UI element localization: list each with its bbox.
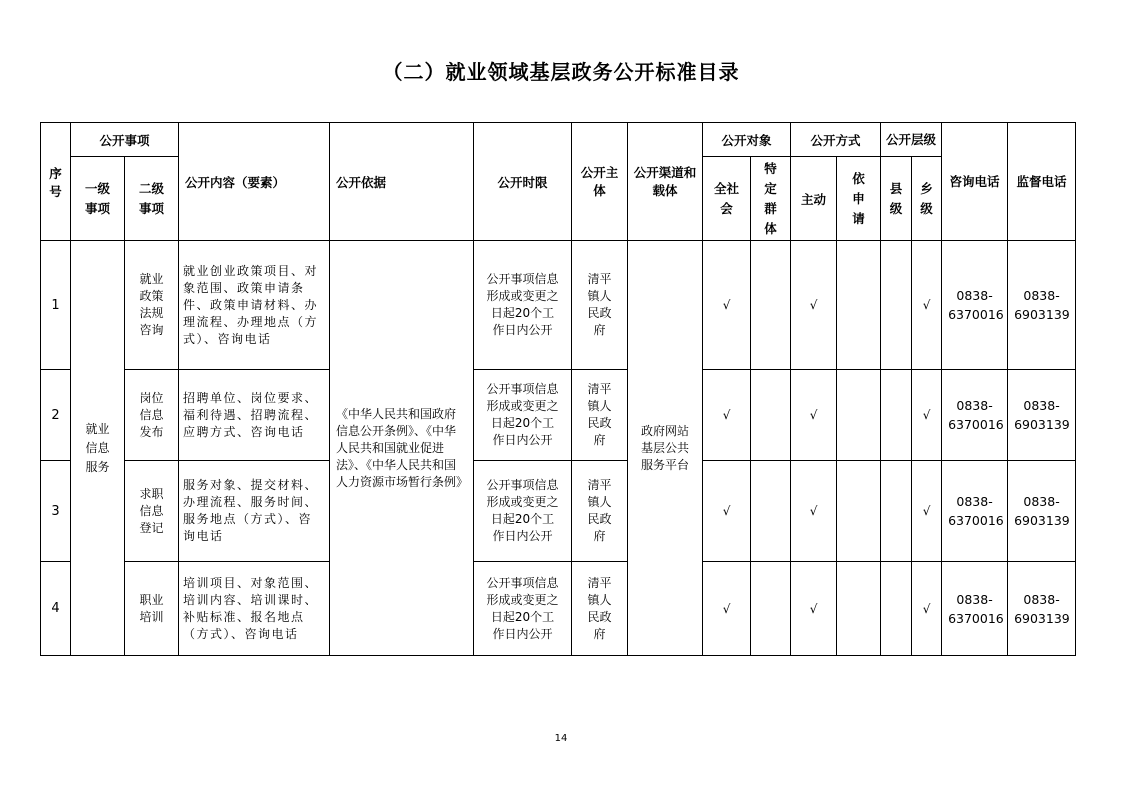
header-method: 公开方式 [791, 123, 881, 157]
header-level-township: 乡级 [912, 157, 942, 241]
header-level: 公开层级 [881, 123, 942, 157]
header-seq: 序号 [41, 123, 71, 241]
row-target-all-check: √ [703, 241, 751, 370]
row-consult-phone: 0838-6370016 [942, 370, 1008, 461]
row-time-limit: 公开事项信息形成或变更之日起20个工作日内公开 [474, 562, 572, 656]
header-target-all: 全社会 [703, 157, 751, 241]
row-supervise-phone: 0838-6903139 [1008, 562, 1076, 656]
row-target-specific-check [751, 562, 791, 656]
header-target-specific: 特定群体 [751, 157, 791, 241]
row-content: 培训项目、对象范围、培训内容、培训课时、补贴标准、报名地点（方式）、咨询电话 [179, 562, 330, 656]
row-level2: 就业政策法规咨询 [125, 241, 179, 370]
row-consult-phone: 0838-6370016 [942, 241, 1008, 370]
row-seq: 1 [41, 241, 71, 370]
row-method-active-check: √ [791, 370, 837, 461]
table-row [41, 370, 1076, 461]
header-items: 公开事项 [71, 123, 179, 157]
row-time-limit: 公开事项信息形成或变更之日起20个工作日内公开 [474, 241, 572, 370]
row-subject: 清平镇人民政府 [572, 562, 628, 656]
page-title: （二）就业领域基层政务公开标准目录 [382, 60, 740, 84]
row-content: 招聘单位、岗位要求、福利待遇、招聘流程、应聘方式、咨询电话 [179, 370, 330, 461]
row-level-township-check: √ [912, 461, 942, 562]
row-target-all-check: √ [703, 562, 751, 656]
row-target-specific-check [751, 461, 791, 562]
row-consult-phone: 0838-6370016 [942, 461, 1008, 562]
row-level2: 求职信息登记 [125, 461, 179, 562]
header-subject: 公开主体 [572, 123, 628, 241]
row-level-county-check [881, 562, 912, 656]
header-level2: 二级事项 [125, 157, 179, 241]
row-time-limit: 公开事项信息形成或变更之日起20个工作日内公开 [474, 370, 572, 461]
header-method-active: 主动 [791, 157, 837, 241]
row-consult-phone: 0838-6370016 [942, 562, 1008, 656]
row-seq: 4 [41, 562, 71, 656]
row-method-active-check: √ [791, 461, 837, 562]
row-content: 服务对象、提交材料、办理流程、服务时间、服务地点（方式）、咨询电话 [179, 461, 330, 562]
row-subject: 清平镇人民政府 [572, 370, 628, 461]
row-content: 就业创业政策项目、对象范围、政策申请条件、政策申请材料、办理流程、办理地点（方式）、咨询电话 [179, 241, 330, 370]
row-method-request-check [837, 562, 881, 656]
table-row [41, 241, 1076, 370]
basis-text: 《中华人民共和国政府信息公开条例》、《中华人民共和国就业促进法》、《中华人民共和国人力资源市场暂行条例》 [330, 241, 474, 656]
row-method-request-check [837, 370, 881, 461]
row-supervise-phone: 0838-6903139 [1008, 461, 1076, 562]
row-level-county-check [881, 461, 912, 562]
header-channel: 公开渠道和载体 [628, 123, 703, 241]
row-subject: 清平镇人民政府 [572, 241, 628, 370]
header-consult-phone: 咨询电话 [942, 123, 1008, 241]
header-method-request: 依申请 [837, 157, 881, 241]
header-target: 公开对象 [703, 123, 791, 157]
row-supervise-phone: 0838-6903139 [1008, 241, 1076, 370]
row-method-active-check: √ [791, 562, 837, 656]
standard-catalog-table [40, 122, 1076, 656]
table-row [41, 461, 1076, 562]
row-method-request-check [837, 241, 881, 370]
row-level-township-check: √ [912, 562, 942, 656]
row-target-all-check: √ [703, 461, 751, 562]
header-content: 公开内容（要素） [179, 123, 330, 241]
row-target-specific-check [751, 370, 791, 461]
row-method-active-check: √ [791, 241, 837, 370]
row-seq: 2 [41, 370, 71, 461]
row-subject: 清平镇人民政府 [572, 461, 628, 562]
row-level-county-check [881, 241, 912, 370]
header-supervise-phone: 监督电话 [1008, 123, 1076, 241]
row-seq: 3 [41, 461, 71, 562]
header-basis: 公开依据 [330, 123, 474, 241]
row-level2: 岗位信息发布 [125, 370, 179, 461]
table-row [41, 562, 1076, 656]
level1-item: 就业信息服务 [71, 241, 125, 656]
row-level-township-check: √ [912, 241, 942, 370]
header-level-county: 县级 [881, 157, 912, 241]
row-target-all-check: √ [703, 370, 751, 461]
row-level-township-check: √ [912, 370, 942, 461]
page-number: 14 [554, 733, 568, 744]
header-level1: 一级事项 [71, 157, 125, 241]
row-time-limit: 公开事项信息形成或变更之日起20个工作日内公开 [474, 461, 572, 562]
row-supervise-phone: 0838-6903139 [1008, 370, 1076, 461]
row-level2: 职业培训 [125, 562, 179, 656]
channel-text: 政府网站基层公共服务平台 [628, 241, 703, 656]
row-target-specific-check [751, 241, 791, 370]
row-level-county-check [881, 370, 912, 461]
header-time-limit: 公开时限 [474, 123, 572, 241]
row-method-request-check [837, 461, 881, 562]
